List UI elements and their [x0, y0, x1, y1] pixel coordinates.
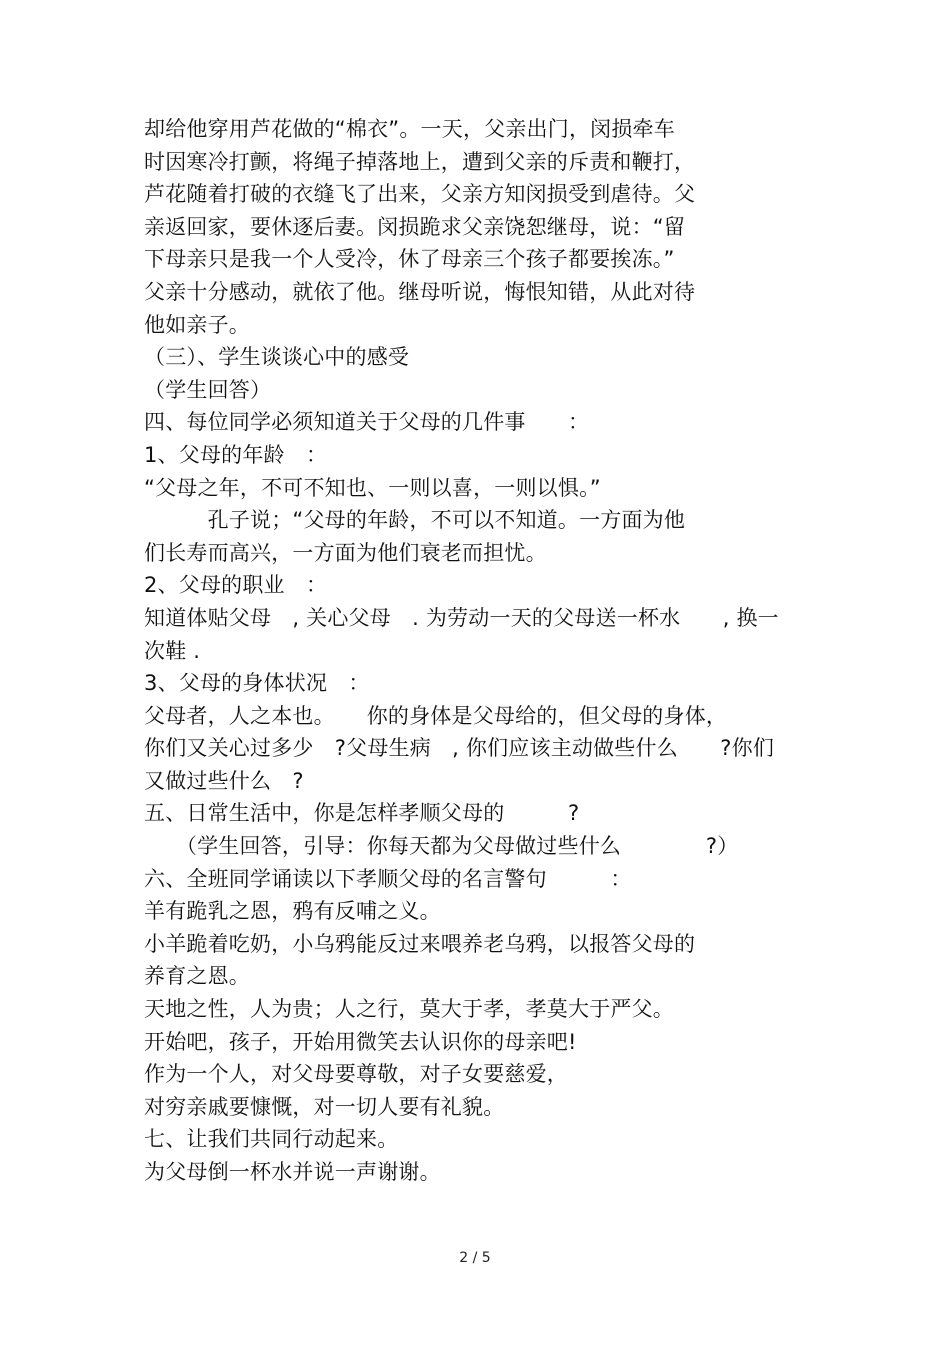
- text-line: 开始吧，孩子，开始用微笑去认识你的母亲吧!: [144, 1029, 577, 1054]
- text-line: 五、日常生活中，你是怎样孝顺父母的 ?: [144, 801, 580, 826]
- text-line: 3、父母的身体状况 ：: [144, 671, 370, 696]
- text-line: 你们又关心过多少 ?父母生病 , 你们应该主动做些什么 ?你们: [144, 736, 775, 761]
- text-line: 对穷亲戚要慷慨，对一切人要有礼貌。: [144, 1094, 505, 1119]
- text-line: 却给他穿用芦花做的“棉衣”。一天，父亲出门，闵损牵车: [144, 117, 675, 141]
- text-line: 小羊跪着吃奶，小乌鸦能反过来喂养老乌鸦，以报答父母的: [144, 931, 696, 956]
- text-line: （三）、学生谈谈心中的感受: [144, 345, 410, 370]
- text-line: 下母亲只是我一个人受冷，休了母亲三个孩子都要挨冻。”: [144, 247, 675, 272]
- text-line: 们长寿而高兴，一方面为他们衰老而担忧。: [144, 540, 547, 565]
- text-line: （学生回答，引导：你每天都为父母做过些什么 ?）: [144, 834, 739, 859]
- text-line: 父亲十分感动，就依了他。继母听说，悔恨知错，从此对待: [144, 279, 696, 304]
- text-line: 六、全班同学诵读以下孝顺父母的名言警句 ：: [144, 866, 632, 891]
- text-line: 天地之性，人为贵；人之行，莫大于孝，孝莫大于严父。: [144, 997, 674, 1022]
- body-text: [144, 113, 804, 1189]
- text-line: 2、父母的职业 ：: [144, 573, 328, 598]
- text-line: 四、每位同学必须知道关于父母的几件事 ：: [144, 410, 590, 435]
- text-line: （学生回答）: [144, 377, 272, 402]
- text-line: 养育之恩。: [144, 964, 250, 989]
- text-line: 知道体贴父母 , 关心父母 . 为劳动一天的父母送一杯水 , 换一: [144, 605, 779, 630]
- text-line: 为父母倒一杯水并说一声谢谢。: [144, 1160, 441, 1184]
- page-number: 2 / 5: [459, 1250, 491, 1266]
- text-line: 时因寒冷打颤，将绳子掉落地上，遭到父亲的斥责和鞭打，: [144, 149, 696, 174]
- text-line: 1、父母的年龄 ：: [144, 442, 328, 467]
- text-line: 孔子说；“父母的年龄，不可以不知道。一方面为他: [144, 508, 686, 533]
- text-line: 作为一个人，对父母要尊敬，对子女要慈爱，: [144, 1062, 568, 1087]
- text-line: 父母者，人之本也。 你的身体是父母给的，但父母的身体，: [144, 703, 728, 728]
- text-line: 七、让我们共同行动起来。: [144, 1127, 399, 1152]
- text-line: “父母之年，不可不知也、一则以喜，一则以惧。”: [144, 475, 601, 500]
- text-line: 亲返回家，要休逐后妻。闵损跪求父亲饶恕继母，说：“留: [144, 214, 686, 239]
- text-line: 他如亲子。: [144, 312, 250, 337]
- text-line: 芦花随着打破的衣缝飞了出来，父亲方知闵损受到虐待。父: [144, 182, 696, 207]
- text-line: 羊有跪乳之恩，鸦有反哺之义。: [144, 899, 441, 924]
- text-line: 次鞋 .: [144, 638, 201, 663]
- text-line: 又做过些什么 ?: [144, 768, 304, 793]
